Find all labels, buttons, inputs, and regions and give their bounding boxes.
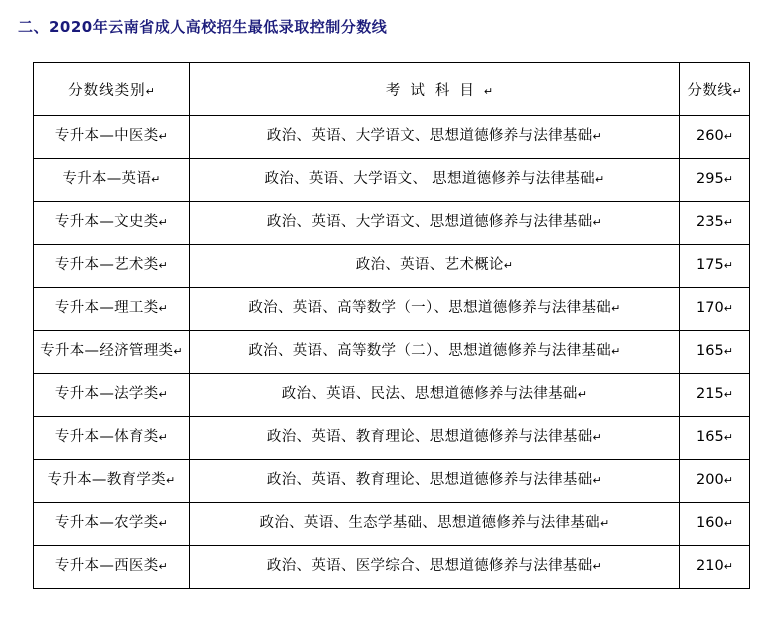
cell-category [34, 374, 190, 417]
paragraph-mark-icon: ↵ [723, 388, 733, 402]
paragraph-mark-icon: ↵ [158, 302, 169, 316]
paragraph-mark-icon: ↵ [158, 560, 169, 574]
score-table-container [33, 62, 749, 589]
cell-category [34, 116, 190, 159]
paragraph-mark-icon: ↵ [723, 173, 733, 187]
table-body [34, 116, 750, 589]
paragraph-mark-icon: ↵ [158, 259, 169, 273]
category-text: 专升本—教育学类 [47, 472, 166, 489]
paragraph-mark-icon: ↵ [723, 216, 733, 230]
table-row [34, 202, 750, 245]
subjects-text: 政治、英语、生态学基础、思想道德修养与法律基础 [259, 515, 600, 532]
cell-score [680, 374, 750, 417]
paragraph-mark-icon: ↵ [592, 560, 603, 574]
category-text: 专升本—英语 [62, 171, 152, 188]
paragraph-mark-icon: ↵ [723, 431, 733, 445]
paragraph-mark-icon: ↵ [165, 474, 176, 488]
paragraph-mark-icon: ↵ [158, 130, 169, 144]
paragraph-mark-icon: ↵ [577, 388, 588, 402]
category-text: 专升本—文史类 [54, 214, 159, 231]
cell-category [34, 331, 190, 374]
paragraph-mark-icon: ↵ [483, 84, 494, 98]
score-text: 215 [696, 386, 724, 403]
score-text: 235 [696, 214, 724, 231]
score-text: 210 [696, 558, 724, 575]
cell-category [34, 159, 190, 202]
paragraph-mark-icon: ↵ [158, 388, 169, 402]
subjects-text: 政治、英语、民法、思想道德修养与法律基础 [281, 386, 578, 403]
paragraph-mark-icon: ↵ [592, 474, 603, 488]
admission-score-table [33, 62, 750, 589]
paragraph-mark-icon: ↵ [158, 431, 169, 445]
subjects-text: 政治、英语、高等数学（二）、思想道德修养与法律基础 [248, 343, 612, 360]
cell-category [34, 202, 190, 245]
paragraph-mark-icon: ↵ [723, 474, 733, 488]
category-text: 专升本—西医类 [54, 558, 159, 575]
cell-subjects [190, 546, 680, 589]
paragraph-mark-icon: ↵ [503, 259, 514, 273]
cell-score [680, 245, 750, 288]
cell-subjects [190, 331, 680, 374]
header-category-text: 分数线类别 [68, 82, 146, 99]
paragraph-mark-icon: ↵ [723, 130, 733, 144]
paragraph-mark-icon: ↵ [158, 517, 169, 531]
table-row [34, 288, 750, 331]
score-text: 200 [696, 472, 724, 489]
paragraph-mark-icon: ↵ [732, 84, 742, 98]
cell-score [680, 503, 750, 546]
cell-score [680, 288, 750, 331]
cell-category [34, 546, 190, 589]
table-row [34, 417, 750, 460]
table-header [34, 63, 750, 116]
paragraph-mark-icon: ↵ [158, 216, 169, 230]
cell-subjects [190, 374, 680, 417]
category-text: 专升本—体育类 [54, 429, 159, 446]
category-text: 专升本—农学类 [54, 515, 159, 532]
paragraph-mark-icon: ↵ [592, 431, 603, 445]
subjects-text: 政治、英语、教育理论、思想道德修养与法律基础 [266, 472, 593, 489]
paragraph-mark-icon: ↵ [723, 302, 733, 316]
score-text: 260 [696, 128, 724, 145]
table-row [34, 460, 750, 503]
cell-score [680, 460, 750, 503]
cell-subjects [190, 417, 680, 460]
paragraph-mark-icon: ↵ [592, 130, 603, 144]
score-text: 170 [696, 300, 724, 317]
paragraph-mark-icon: ↵ [173, 345, 183, 359]
header-cell-category [34, 63, 190, 116]
header-cell-subjects [190, 63, 680, 116]
cell-score [680, 417, 750, 460]
cell-subjects [190, 116, 680, 159]
subjects-text: 政治、英语、大学语文、 思想道德修养与法律基础 [264, 171, 595, 188]
subjects-text: 政治、英语、艺术概论 [355, 257, 504, 274]
score-text: 295 [696, 171, 724, 188]
paragraph-mark-icon: ↵ [723, 560, 733, 574]
cell-score [680, 202, 750, 245]
category-text: 专升本—法学类 [54, 386, 159, 403]
subjects-text: 政治、英语、医学综合、思想道德修养与法律基础 [266, 558, 593, 575]
score-text: 160 [696, 515, 724, 532]
score-text: 165 [696, 429, 724, 446]
table-row [34, 245, 750, 288]
cell-category [34, 288, 190, 331]
header-score-text: 分数线 [687, 82, 733, 99]
paragraph-mark-icon: ↵ [594, 173, 605, 187]
category-text: 专升本—理工类 [54, 300, 159, 317]
cell-category [34, 417, 190, 460]
cell-score [680, 116, 750, 159]
header-subjects-text: 考试科目 [385, 82, 484, 99]
cell-category [34, 503, 190, 546]
table-row [34, 374, 750, 417]
cell-score [680, 546, 750, 589]
subjects-text: 政治、英语、高等数学（一）、思想道德修养与法律基础 [248, 300, 612, 317]
paragraph-mark-icon: ↵ [151, 173, 161, 187]
cell-subjects [190, 245, 680, 288]
cell-category [34, 245, 190, 288]
paragraph-mark-icon: ↵ [145, 84, 155, 98]
subjects-text: 政治、英语、教育理论、思想道德修养与法律基础 [266, 429, 593, 446]
subjects-text: 政治、英语、大学语文、思想道德修养与法律基础 [266, 214, 593, 231]
category-text: 专升本—经济管理类 [40, 343, 174, 360]
cell-score [680, 159, 750, 202]
paragraph-mark-icon: ↵ [723, 259, 733, 273]
cell-subjects [190, 460, 680, 503]
paragraph-mark-icon: ↵ [599, 517, 610, 531]
table-header-row [34, 63, 750, 116]
table-row [34, 546, 750, 589]
page-title: 二、2020年云南省成人高校招生最低录取控制分数线 [18, 18, 388, 36]
header-cell-score [680, 63, 750, 116]
paragraph-mark-icon: ↵ [611, 345, 621, 359]
score-text: 165 [696, 343, 724, 360]
category-text: 专升本—艺术类 [54, 257, 159, 274]
paragraph-mark-icon: ↵ [592, 216, 603, 230]
category-text: 专升本—中医类 [54, 128, 159, 145]
cell-subjects [190, 288, 680, 331]
cell-subjects [190, 202, 680, 245]
cell-score [680, 331, 750, 374]
table-row [34, 503, 750, 546]
subjects-text: 政治、英语、大学语文、思想道德修养与法律基础 [266, 128, 593, 145]
cell-subjects [190, 159, 680, 202]
table-row [34, 159, 750, 202]
paragraph-mark-icon: ↵ [611, 302, 621, 316]
table-row [34, 116, 750, 159]
paragraph-mark-icon: ↵ [723, 345, 733, 359]
cell-category [34, 460, 190, 503]
table-row [34, 331, 750, 374]
score-text: 175 [696, 257, 724, 274]
cell-subjects [190, 503, 680, 546]
paragraph-mark-icon: ↵ [723, 517, 733, 531]
